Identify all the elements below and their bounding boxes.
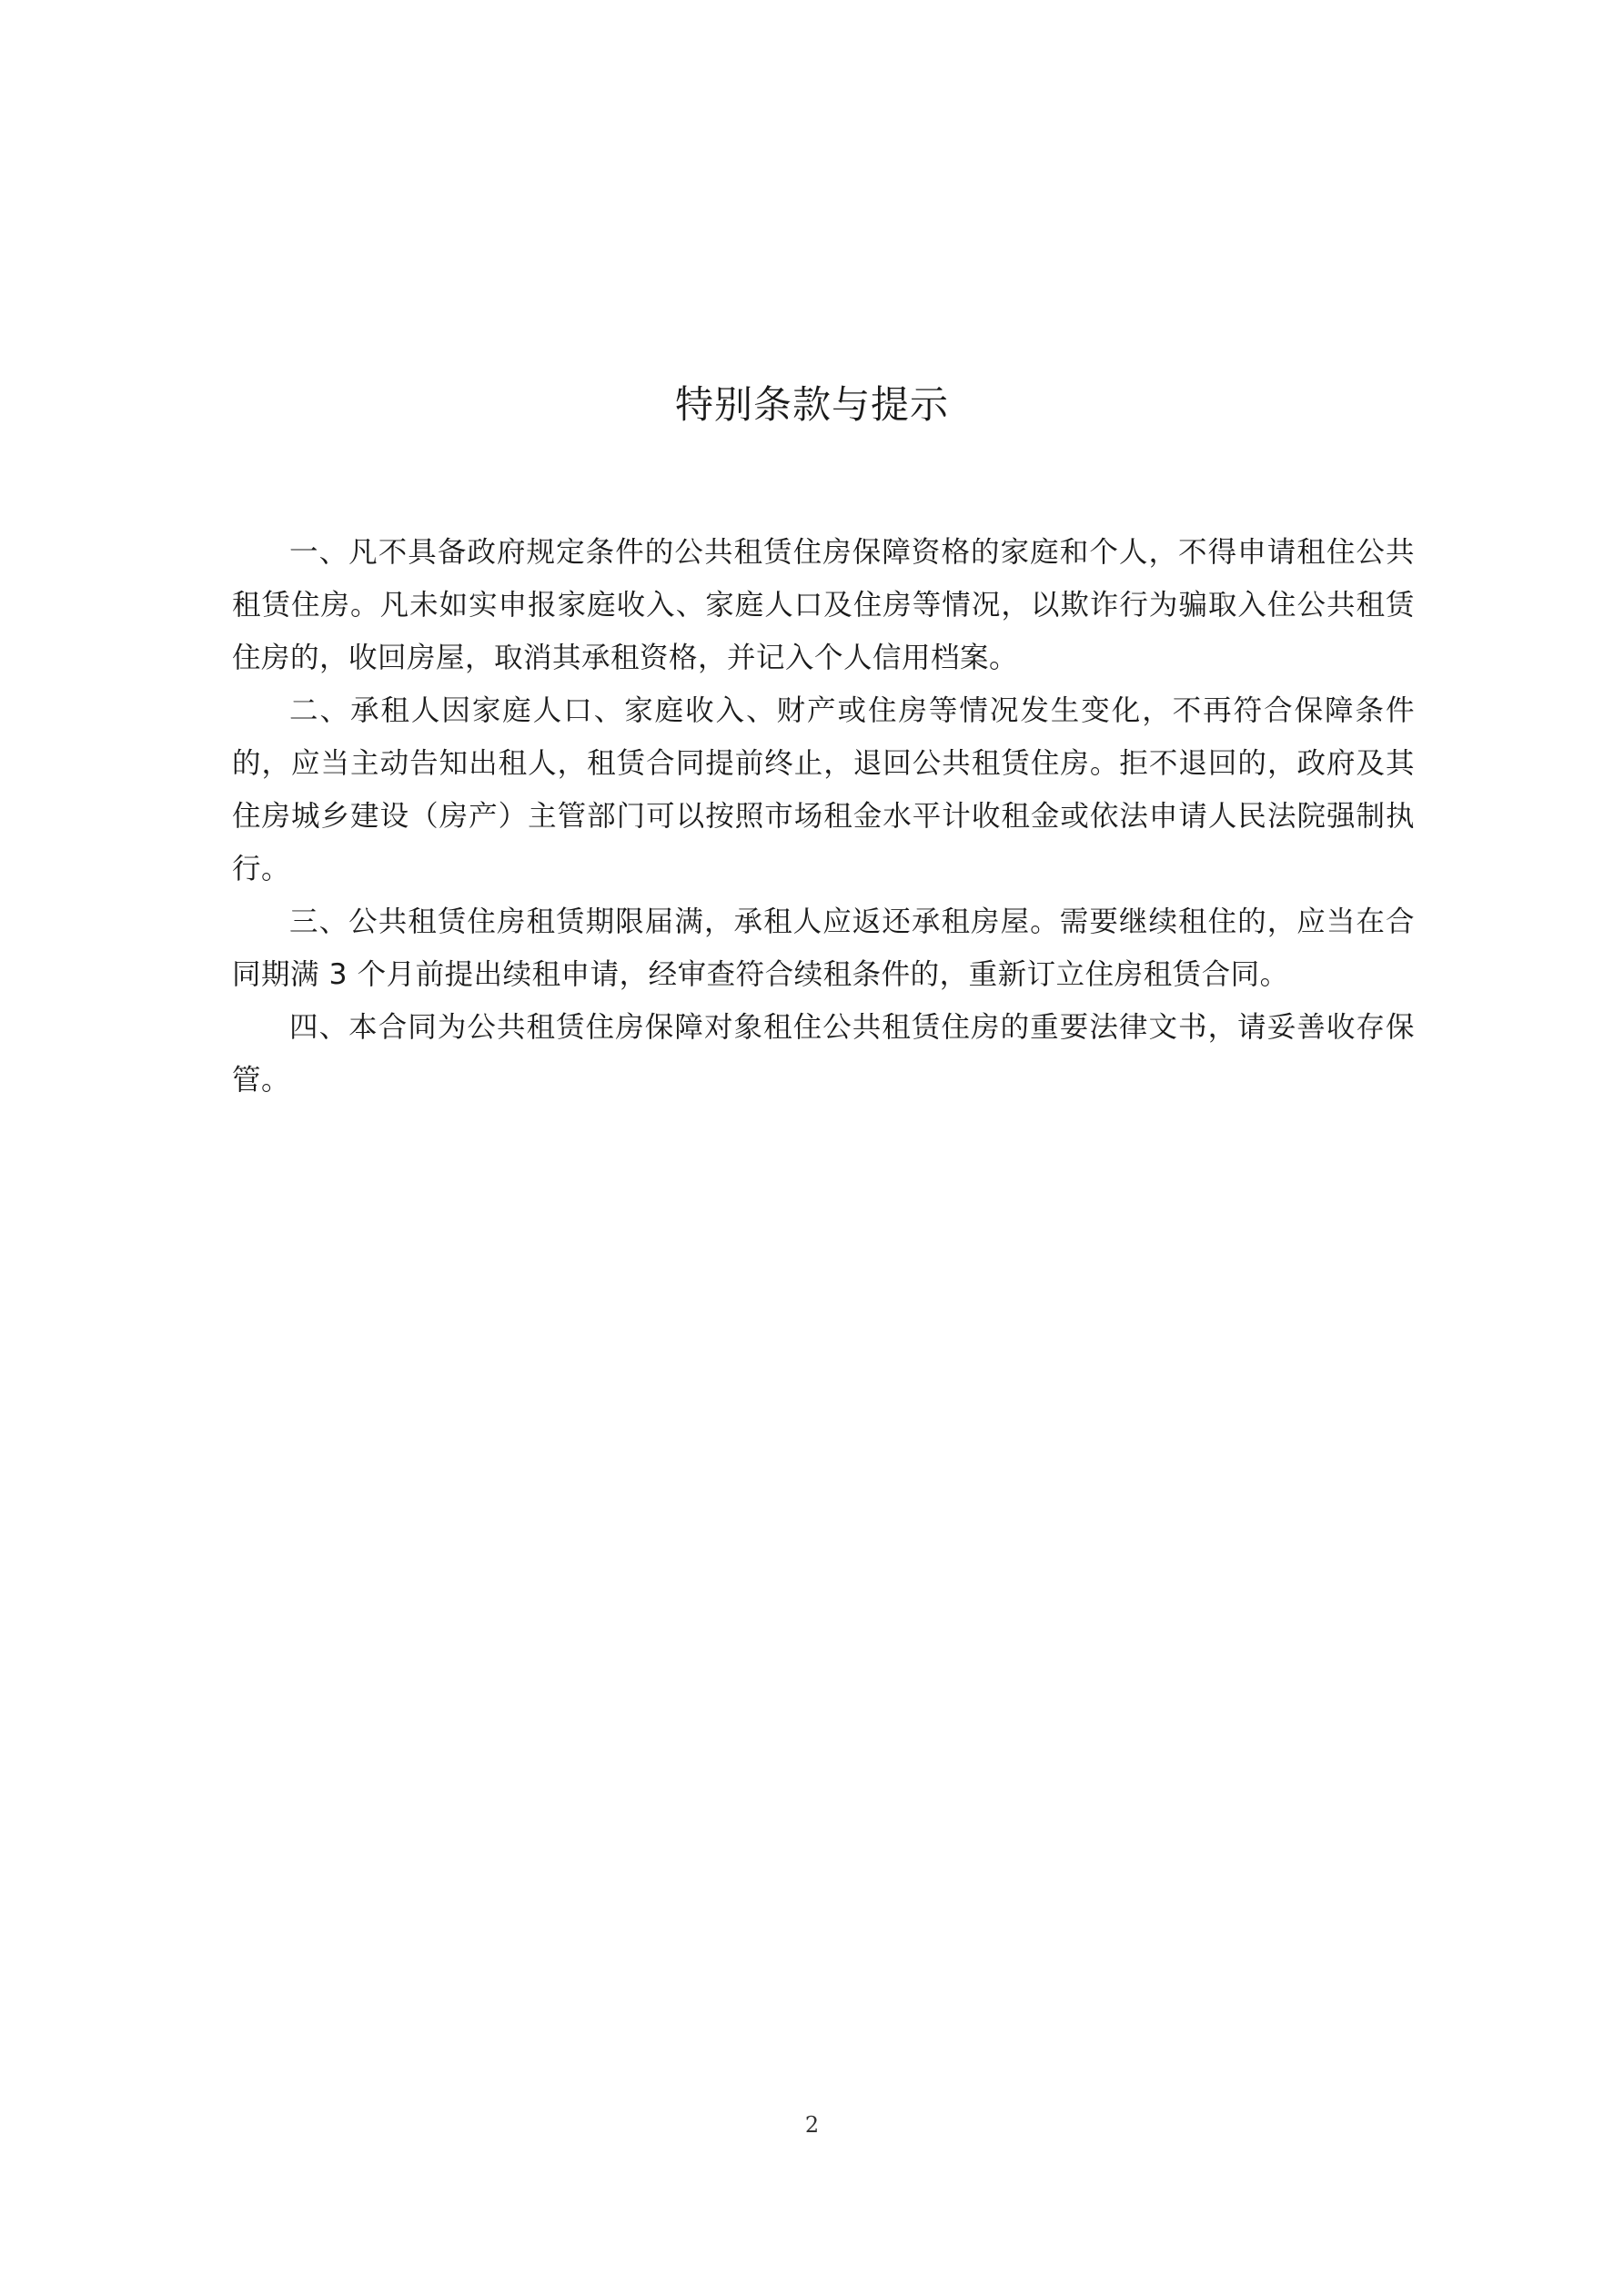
document-title: 特别条款与提示 (674, 382, 949, 427)
page-number: 2 (804, 2112, 820, 2138)
clause-list (232, 526, 1415, 1107)
clause-paragraph-2: 二、承租人因家庭人口、家庭收入、财产或住房等情况发生变化，不再符合保障条件的，应当主动告知出租人，租赁合同提前终止，退回公共租赁住房。拒不退回的，政府及其住房城乡建设（房产）主管部门可以按照市场租金水平计收租金或依法申请人民法院强制执行。 (232, 694, 1415, 885)
clause-paragraph-1: 一、凡不具备政府规定条件的公共租赁住房保障资格的家庭和个人，不得申请租住公共租赁住房。凡未如实申报家庭收入、家庭人口及住房等情况，以欺诈行为骗取入住公共租赁住房的，收回房屋，取消其承租资格，并记入个人信用档案。 (232, 536, 1415, 674)
clause-paragraph-3: 三、公共租赁住房租赁期限届满，承租人应返还承租房屋。需要继续租住的，应当在合同期满 3 个月前提出续租申请，经审查符合续租条件的，重新订立住房租赁合同。 (232, 905, 1415, 991)
clause-paragraph-4: 四、本合同为公共租赁住房保障对象租住公共租赁住房的重要法律文书，请妥善收存保管。 (232, 1011, 1415, 1097)
